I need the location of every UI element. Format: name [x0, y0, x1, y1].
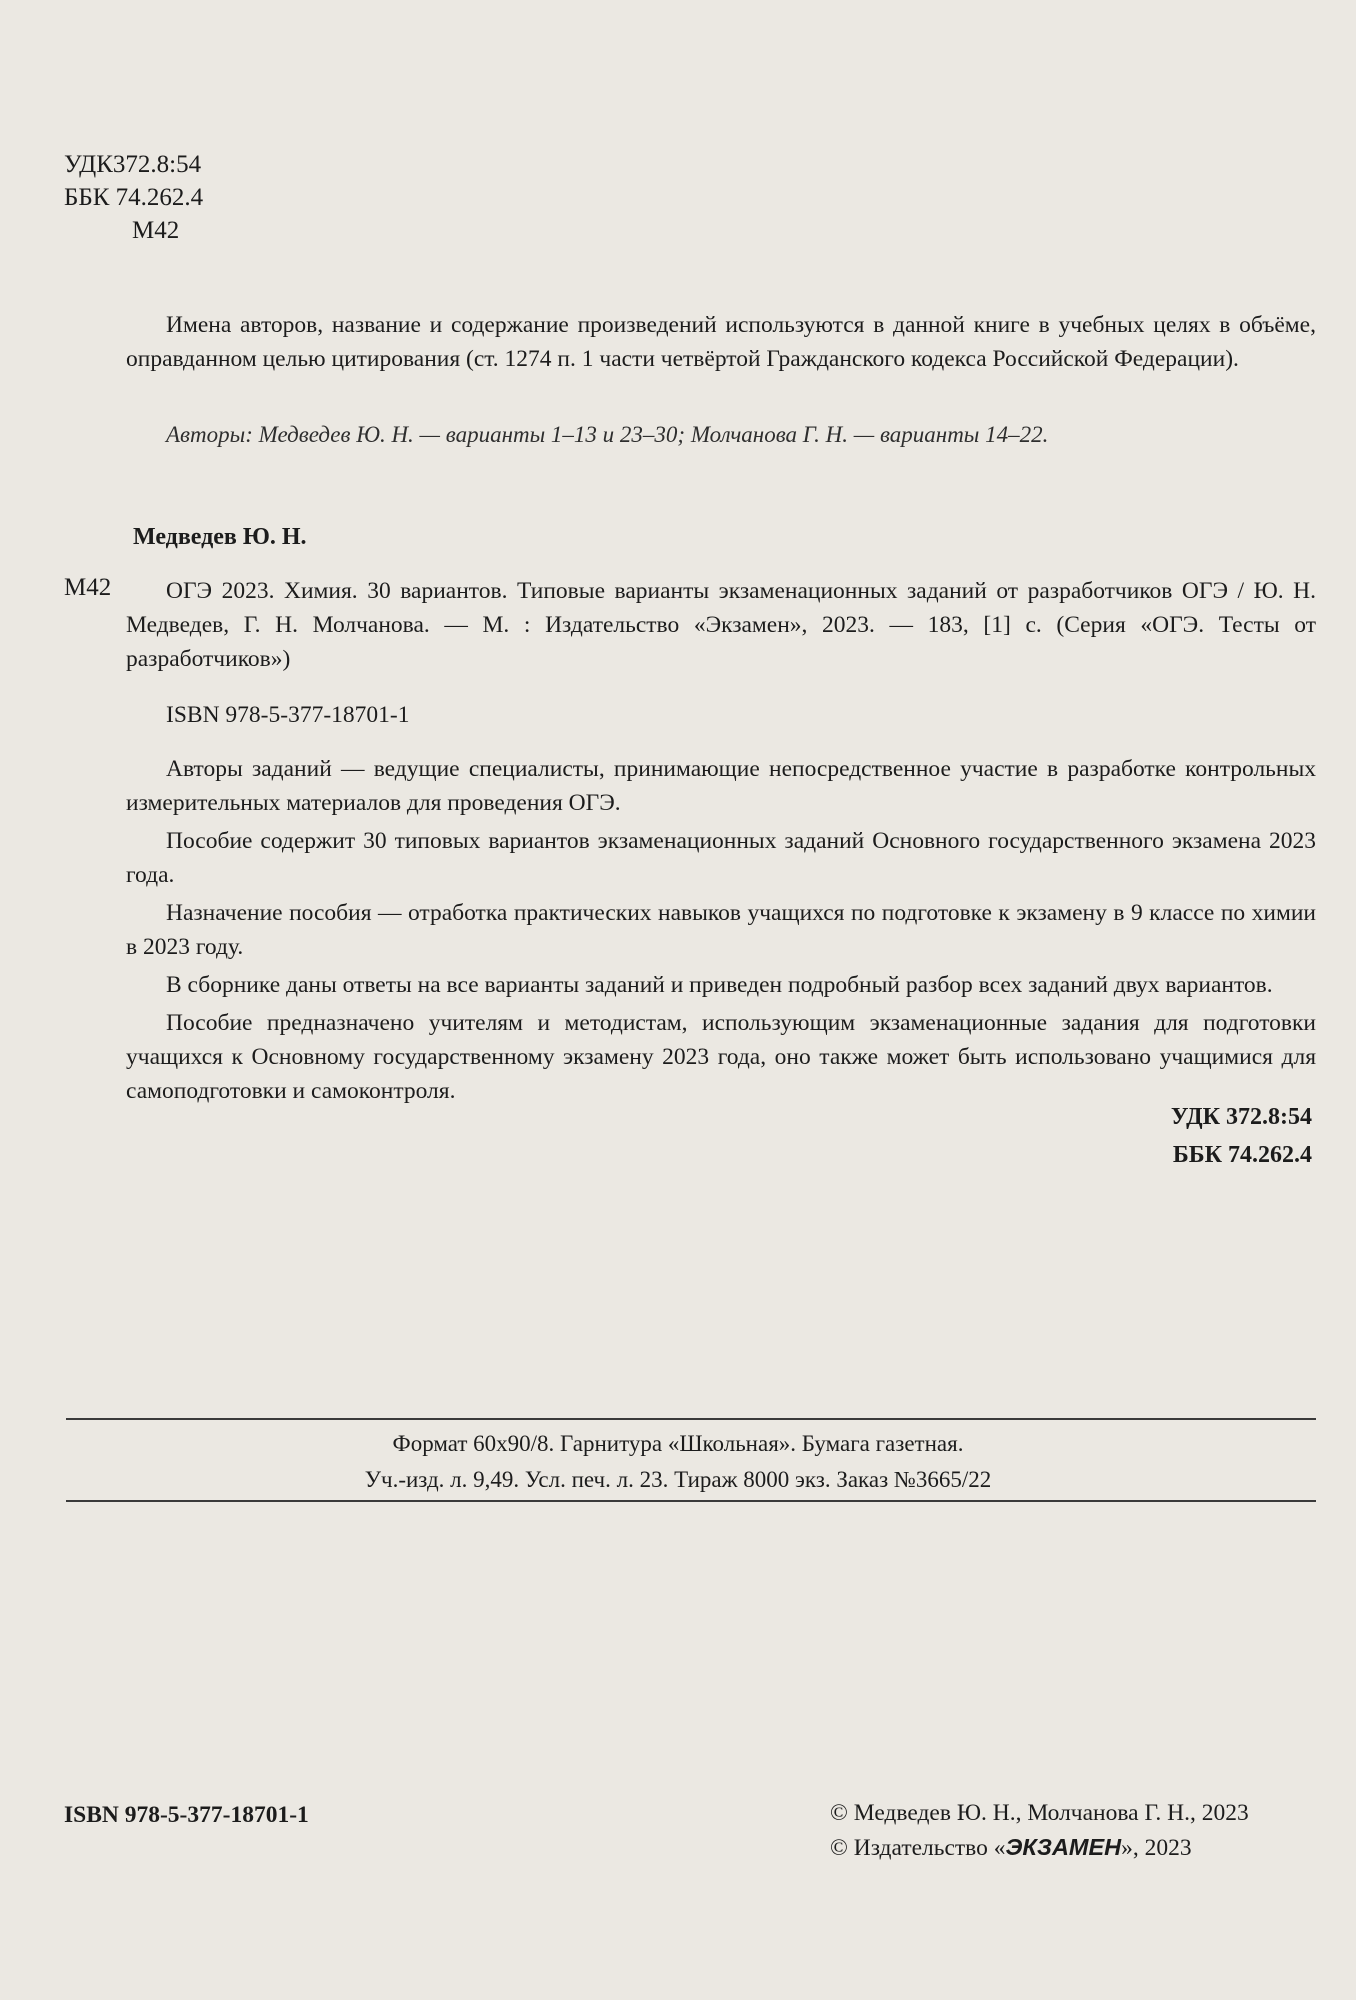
imprint-block — [0, 1426, 1356, 1498]
copyright-authors: © Медведев Ю. Н., Молчанова Г. Н., 2023 — [830, 1800, 1249, 1826]
authors-line: Авторы: Медведев Ю. Н. — варианты 1–13 и 23–30; Молчанова Г. Н. — варианты 14–22. — [166, 422, 1049, 447]
bbk-code: ББК 74.262.4 — [64, 184, 204, 211]
isbn-middle: ISBN 978-5-377-18701-1 — [166, 702, 410, 728]
author-mark: М42 — [132, 217, 180, 244]
copyright-suffix: », 2023 — [1121, 1835, 1192, 1861]
copyright-notice: Имена авторов, название и содержание произведений используются в данной книге в учебных целях в объёме, оправданном целью цитирования (ст. 1274 п. 1 части четвёртой Гражданского кодекса Российской Федерации). — [126, 312, 1316, 372]
bibliographic-description: ОГЭ 2023. Химия. 30 вариантов. Типовые варианты экзаменационных заданий от разработчиков ОГЭ / Ю. Н. Медведев, Г. Н. Молчанова. — М. : Издательство «Экзамен», 2023. — 183, [1] с. (Серия «ОГЭ. Тесты от разработчиков») — [126, 578, 1316, 672]
publisher-brand: ЭКЗАМЕН — [1005, 1834, 1122, 1860]
imprint-line-2: Уч.-изд. л. 9,49. Усл. печ. л. 23. Тираж 8000 экз. Заказ №3665/22 — [364, 1467, 992, 1492]
annotation-paragraph: Авторы заданий — ведущие специалисты, принимающие непосредственное участие в разработке контрольных измерительных материалов для проведения ОГЭ. — [126, 756, 1316, 816]
bottom-bbk: ББК 74.262.4 — [1172, 1142, 1312, 1168]
author-mark-margin: М42 — [64, 574, 112, 601]
annotation-paragraph: Назначение пособия — отработка практических навыков учащихся по подготовке к экзамену в 9 классе по химии в 2023 году. — [126, 900, 1316, 960]
copyright-prefix: © Издательство « — [830, 1835, 1006, 1861]
annotation-paragraph: Пособие предназначено учителям и методистам, использующим экзаменационные задания для подготовки учащихся к Основному государственному экзамену 2023 года, оно также может быть использовано учащимися для самоподготовки и самоконтроля. — [126, 1010, 1316, 1104]
annotation-paragraph: В сборнике даны ответы на все варианты заданий и приведен подробный разбор всех заданий двух вариантов. — [166, 972, 1273, 998]
annotation-paragraph: Пособие содержит 30 типовых вариантов экзаменационных заданий Основного государственного экзамена 2023 года. — [126, 828, 1316, 888]
bottom-udk: УДК 372.8:54 — [1170, 1104, 1312, 1130]
author-headline: Медведев Ю. Н. — [133, 524, 307, 550]
annotation — [126, 752, 1316, 1112]
udk-code: УДК372.8:54 — [64, 151, 202, 178]
copyright-publisher — [830, 1830, 1249, 1865]
copyright-block — [830, 1796, 1249, 1865]
imprint-top-rule — [66, 1418, 1316, 1420]
isbn-footer: ISBN 978-5-377-18701-1 — [64, 1802, 309, 1828]
imprint-bottom-rule — [66, 1500, 1316, 1502]
imprint-line-1: Формат 60х90/8. Гарнитура «Школьная». Бумага газетная. — [392, 1431, 964, 1456]
classification-codes — [64, 148, 203, 247]
bottom-classification-codes — [1171, 1098, 1312, 1174]
